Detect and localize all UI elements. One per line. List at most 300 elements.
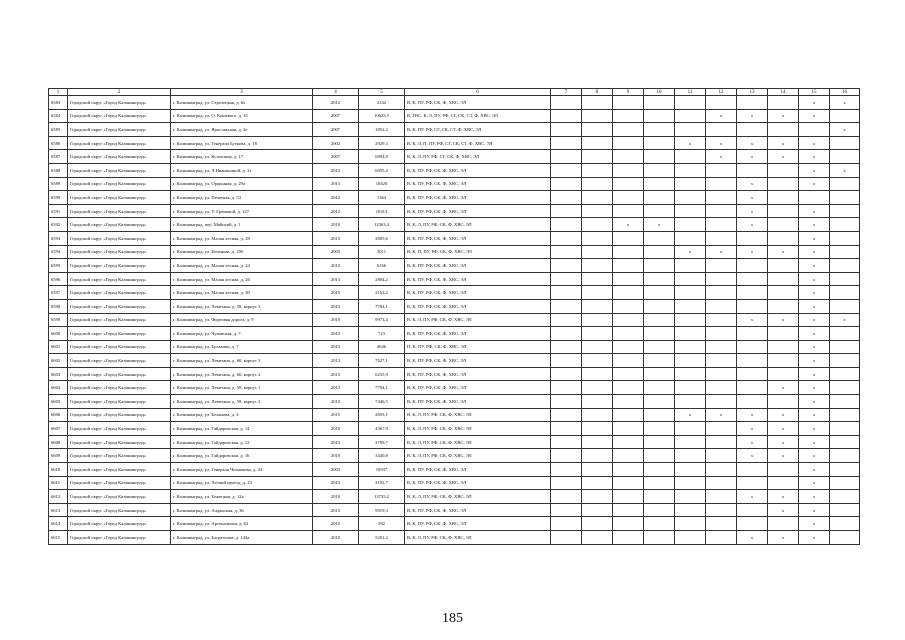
row-number: 6592 <box>49 218 68 232</box>
mark-cell <box>768 272 799 286</box>
mark-cell <box>582 517 613 531</box>
year: 2013 <box>313 272 359 286</box>
header-row <box>49 89 860 96</box>
mark-cell <box>830 150 860 164</box>
mark-cell <box>737 367 768 381</box>
address: г. Калининград, ул. Гайдаровская, д. 14 <box>171 422 313 436</box>
mark-cell <box>644 204 675 218</box>
mark-cell <box>551 327 582 341</box>
year: 2013 <box>313 367 359 381</box>
mark-cell <box>613 354 644 368</box>
mark-cell: x <box>830 123 860 137</box>
row-number: 6610 <box>49 463 68 477</box>
mark-cell <box>706 395 737 409</box>
mark-cell <box>768 191 799 205</box>
municipality: Городской округ «Город Калининград» <box>68 503 171 517</box>
mark-cell: x <box>768 531 799 545</box>
mark-cell <box>830 476 860 490</box>
mark-cell <box>551 408 582 422</box>
mark-cell <box>706 367 737 381</box>
row-number: 6603 <box>49 367 68 381</box>
mark-cell <box>551 517 582 531</box>
address: г. Калининград, ул. Левитана, д. 58, корпус 1 <box>171 381 313 395</box>
mark-cell <box>768 340 799 354</box>
row-number: 6584 <box>49 109 68 123</box>
mark-cell <box>675 231 706 245</box>
mark-cell <box>675 503 706 517</box>
mark-cell: x <box>737 408 768 422</box>
mark-cell <box>582 367 613 381</box>
table-row <box>49 435 860 449</box>
area: 7784,1 <box>359 299 405 313</box>
row-number: 6597 <box>49 286 68 300</box>
municipality: Городской округ «Город Калининград» <box>68 463 171 477</box>
mark-cell <box>675 517 706 531</box>
mark-cell <box>582 313 613 327</box>
mark-cell <box>582 340 613 354</box>
mark-cell <box>706 517 737 531</box>
address: г. Калининград, пер. Майский, д. 1 <box>171 218 313 232</box>
mark-cell: x <box>799 259 830 273</box>
works-list: В, К, Л, ПУ, РФ, СК, Ф, ХВС, ЭЛ <box>405 313 551 327</box>
mark-cell <box>613 313 644 327</box>
row-number: 6594 <box>49 245 68 259</box>
mark-cell <box>768 395 799 409</box>
mark-cell <box>644 354 675 368</box>
mark-cell <box>706 354 737 368</box>
page-number: 185 <box>442 611 463 626</box>
mark-cell <box>675 150 706 164</box>
column-number: 6 <box>405 89 551 96</box>
mark-cell: x <box>799 231 830 245</box>
mark-cell: x <box>799 245 830 259</box>
mark-cell <box>582 245 613 259</box>
municipality: Городской округ «Город Калининград» <box>68 259 171 273</box>
area: 2805,6 <box>359 231 405 245</box>
mark-cell <box>706 490 737 504</box>
area: 3440,8 <box>359 449 405 463</box>
year: 2013 <box>313 354 359 368</box>
municipality: Городской округ «Город Калининград» <box>68 490 171 504</box>
mark-cell <box>737 463 768 477</box>
table-row <box>49 490 860 504</box>
mark-cell <box>644 299 675 313</box>
row-number: 6614 <box>49 517 68 531</box>
municipality: Городской округ «Город Калининград» <box>68 109 171 123</box>
mark-cell <box>644 245 675 259</box>
mark-cell <box>737 517 768 531</box>
address: г. Калининград, ул. Левитана, д. 60, корпус 3 <box>171 354 313 368</box>
municipality: Городской округ «Город Калининград» <box>68 177 171 191</box>
row-number: 6607 <box>49 422 68 436</box>
mark-cell <box>737 272 768 286</box>
works-list: В, К, ПУ, РФ, СК, Ф, ХВС, ЭЛ <box>405 354 551 368</box>
mark-cell <box>644 136 675 150</box>
mark-cell <box>799 191 830 205</box>
year: 2005 <box>313 245 359 259</box>
works-list: В, К, Л, ПУ, РФ, СК, Ф, ХВС, ЭЛ <box>405 435 551 449</box>
area: 9973,4 <box>359 313 405 327</box>
address: г. Калининград, ул. Булавина, д. 7 <box>171 340 313 354</box>
mark-cell <box>644 408 675 422</box>
table-row <box>49 449 860 463</box>
area: 6955,4 <box>359 163 405 177</box>
area: 2162,2 <box>359 286 405 300</box>
mark-cell <box>644 435 675 449</box>
mark-cell <box>768 96 799 110</box>
address: г. Калининград, ул. Летний проезд, д. 23 <box>171 476 313 490</box>
mark-cell <box>675 531 706 545</box>
address: г. Калининград, ул. Ордынная, д. 29а <box>171 177 313 191</box>
mark-cell <box>737 96 768 110</box>
municipality: Городской округ «Город Калининград» <box>68 123 171 137</box>
mark-cell <box>675 395 706 409</box>
area: 7627,1 <box>359 354 405 368</box>
mark-cell <box>582 503 613 517</box>
mark-cell: x <box>706 150 737 164</box>
table-row <box>49 259 860 273</box>
mark-cell: x <box>799 204 830 218</box>
municipality: Городской округ «Город Калининград» <box>68 408 171 422</box>
works-list: В, К, ПУ, РФ, СК, Ф, ХВС, ЭЛ <box>405 204 551 218</box>
municipality: Городской округ «Город Калининград» <box>68 531 171 545</box>
mark-cell <box>613 286 644 300</box>
mark-cell <box>706 313 737 327</box>
mark-cell <box>551 150 582 164</box>
mark-cell: x <box>799 381 830 395</box>
year: 2010 <box>313 313 359 327</box>
mark-cell <box>644 422 675 436</box>
mark-cell <box>613 109 644 123</box>
mark-cell <box>613 191 644 205</box>
mark-cell <box>582 299 613 313</box>
mark-cell <box>675 367 706 381</box>
mark-cell <box>644 123 675 137</box>
column-number: 4 <box>313 89 359 96</box>
mark-cell <box>582 259 613 273</box>
row-number: 6593 <box>49 231 68 245</box>
mark-cell <box>551 531 582 545</box>
year: 2015 <box>313 408 359 422</box>
table-row <box>49 218 860 232</box>
column-number: 14 <box>768 89 799 96</box>
municipality: Городской округ «Город Калининград» <box>68 204 171 218</box>
mark-cell <box>644 150 675 164</box>
mark-cell <box>582 449 613 463</box>
works-list: В, К, ПУ, РФ, СК, Ф, ХВС, ЭЛ <box>405 327 551 341</box>
mark-cell: x <box>799 340 830 354</box>
mark-cell: x <box>737 449 768 463</box>
area: 582 <box>359 517 405 531</box>
mark-cell <box>675 313 706 327</box>
mark-cell <box>737 476 768 490</box>
municipality: Городской округ «Город Калининград» <box>68 422 171 436</box>
mark-cell <box>706 531 737 545</box>
mark-cell <box>675 272 706 286</box>
mark-cell <box>551 422 582 436</box>
column-number: 15 <box>799 89 830 96</box>
mark-cell <box>613 367 644 381</box>
mark-cell: x <box>737 218 768 232</box>
mark-cell <box>613 231 644 245</box>
mark-cell <box>582 96 613 110</box>
mark-cell <box>551 367 582 381</box>
mark-cell: x <box>737 245 768 259</box>
mark-cell <box>551 463 582 477</box>
mark-cell <box>737 123 768 137</box>
mark-cell: x <box>706 245 737 259</box>
mark-cell <box>706 463 737 477</box>
area: 3011 <box>359 245 405 259</box>
area: 2693,1 <box>359 408 405 422</box>
mark-cell <box>830 272 860 286</box>
mark-cell <box>830 204 860 218</box>
mark-cell <box>675 123 706 137</box>
mark-cell <box>830 367 860 381</box>
row-number: 6588 <box>49 163 68 177</box>
mark-cell <box>582 136 613 150</box>
mark-cell <box>830 327 860 341</box>
municipality: Городской округ «Город Калининград» <box>68 299 171 313</box>
row-number: 6596 <box>49 272 68 286</box>
table-row <box>49 231 860 245</box>
mark-cell <box>768 259 799 273</box>
address: г. Калининград, ул. Бежецкая, д. 12а <box>171 490 313 504</box>
municipality: Городской округ «Город Калининград» <box>68 476 171 490</box>
mark-cell <box>706 340 737 354</box>
mark-cell <box>675 463 706 477</box>
mark-cell: x <box>799 490 830 504</box>
mark-cell: x <box>799 163 830 177</box>
year: 2013 <box>313 231 359 245</box>
column-number: 9 <box>613 89 644 96</box>
address: г. Калининград, ул. Арсенальная, д. 62 <box>171 517 313 531</box>
mark-cell <box>737 340 768 354</box>
works-list: В, К, ПУ, РФ, СК, Ф, ХВС, ЭЛ <box>405 476 551 490</box>
table-row <box>49 177 860 191</box>
mark-cell <box>613 340 644 354</box>
mark-cell <box>613 503 644 517</box>
mark-cell: x <box>799 272 830 286</box>
mark-cell <box>613 476 644 490</box>
works-list: В, К, Л, ПУ, РФ, СК, Ф, ХВС, ЭЛ <box>405 490 551 504</box>
column-number: 10 <box>644 89 675 96</box>
mark-cell <box>706 218 737 232</box>
year: 2013 <box>313 177 359 191</box>
mark-cell: x <box>799 449 830 463</box>
row-number: 6587 <box>49 150 68 164</box>
mark-cell: x <box>644 218 675 232</box>
mark-cell: x <box>675 136 706 150</box>
mark-cell <box>830 422 860 436</box>
mark-cell <box>582 123 613 137</box>
municipality: Городской округ «Город Калининград» <box>68 381 171 395</box>
area: 6894,8 <box>359 150 405 164</box>
works-list: В, К, ПУ, РФ, СК, Ф, ХВС, ЭЛ <box>405 503 551 517</box>
mark-cell <box>551 136 582 150</box>
mark-cell: x <box>799 150 830 164</box>
mark-cell: x <box>799 286 830 300</box>
mark-cell <box>830 395 860 409</box>
table-row <box>49 299 860 313</box>
mark-cell <box>551 245 582 259</box>
mark-cell <box>613 96 644 110</box>
table-row <box>49 422 860 436</box>
mark-cell <box>644 381 675 395</box>
mark-cell <box>830 517 860 531</box>
area: 3192,7 <box>359 476 405 490</box>
mark-cell <box>551 286 582 300</box>
mark-cell <box>675 435 706 449</box>
mark-cell <box>644 531 675 545</box>
mark-cell <box>768 354 799 368</box>
mark-cell <box>582 204 613 218</box>
mark-cell: x <box>799 531 830 545</box>
mark-cell <box>675 449 706 463</box>
mark-cell <box>768 177 799 191</box>
mark-cell <box>830 449 860 463</box>
mark-cell <box>644 286 675 300</box>
mark-cell <box>613 381 644 395</box>
mark-cell: x <box>737 422 768 436</box>
table-row <box>49 150 860 164</box>
address: г. Калининград, ул. Левитана, д. 60, корпус 2 <box>171 367 313 381</box>
mark-cell <box>830 408 860 422</box>
address: г. Калининград, ул. У. Громовой, д. 127 <box>171 204 313 218</box>
mark-cell <box>830 490 860 504</box>
area: 2142 <box>359 96 405 110</box>
address: г. Калининград, ул. Гайдаровская, д. 16 <box>171 449 313 463</box>
mark-cell <box>768 123 799 137</box>
mark-cell <box>644 313 675 327</box>
mark-cell: x <box>768 449 799 463</box>
mark-cell <box>675 286 706 300</box>
mark-cell <box>768 367 799 381</box>
mark-cell <box>675 191 706 205</box>
area: 6235,9 <box>359 367 405 381</box>
row-number: 6612 <box>49 490 68 504</box>
mark-cell <box>613 299 644 313</box>
mark-cell <box>613 245 644 259</box>
table-row <box>49 340 860 354</box>
mark-cell <box>706 327 737 341</box>
municipality: Городской округ «Город Калининград» <box>68 96 171 110</box>
table-row <box>49 123 860 137</box>
address: г. Калининград, ул. Чуковская, д. 7 <box>171 327 313 341</box>
year: 2015 <box>313 517 359 531</box>
table-row <box>49 204 860 218</box>
column-number: 16 <box>830 89 860 96</box>
table-row <box>49 272 860 286</box>
year: 2013 <box>313 327 359 341</box>
table-row <box>49 503 860 517</box>
row-number: 6599 <box>49 313 68 327</box>
mark-cell <box>582 163 613 177</box>
mark-cell <box>830 218 860 232</box>
mark-cell: x <box>799 476 830 490</box>
mark-cell <box>768 463 799 477</box>
table-row <box>49 367 860 381</box>
mark-cell: x <box>737 191 768 205</box>
mark-cell <box>675 490 706 504</box>
mark-cell <box>644 517 675 531</box>
mark-cell: x <box>830 163 860 177</box>
mark-cell <box>706 96 737 110</box>
area: 2929,3 <box>359 136 405 150</box>
mark-cell <box>644 449 675 463</box>
municipality: Городской округ «Город Калининград» <box>68 245 171 259</box>
row-number: 6613 <box>49 503 68 517</box>
table-row <box>49 517 860 531</box>
mark-cell: x <box>706 109 737 123</box>
mark-cell <box>551 218 582 232</box>
mark-cell <box>830 259 860 273</box>
row-number: 6583 <box>49 96 68 110</box>
row-number: 6601 <box>49 340 68 354</box>
mark-cell <box>737 231 768 245</box>
mark-cell <box>613 272 644 286</box>
row-number: 6611 <box>49 476 68 490</box>
municipality: Городской округ «Город Калининград» <box>68 313 171 327</box>
mark-cell <box>582 150 613 164</box>
mark-cell <box>582 422 613 436</box>
mark-cell <box>768 231 799 245</box>
mark-cell <box>582 395 613 409</box>
mark-cell <box>613 204 644 218</box>
mark-cell <box>675 259 706 273</box>
mark-cell <box>675 299 706 313</box>
municipality: Городской округ «Город Калининград» <box>68 435 171 449</box>
mark-cell: x <box>799 177 830 191</box>
mark-cell <box>706 299 737 313</box>
mark-cell <box>830 231 860 245</box>
table-row <box>49 136 860 150</box>
mark-cell <box>551 163 582 177</box>
mark-cell <box>582 272 613 286</box>
mark-cell <box>830 286 860 300</box>
area: 6166 <box>359 259 405 273</box>
mark-cell <box>551 503 582 517</box>
table-row <box>49 163 860 177</box>
column-number: 2 <box>68 89 171 96</box>
works-list: В, К, ПУ, РФ, СК, Ф, ХВС, ЭЛ <box>405 367 551 381</box>
municipality: Городской округ «Город Калининград» <box>68 163 171 177</box>
mark-cell <box>582 381 613 395</box>
mark-cell <box>675 381 706 395</box>
mark-cell: x <box>799 96 830 110</box>
mark-cell <box>675 177 706 191</box>
works-list: В, ГВС, К, Л, ПУ, РФ, СГ, СК, СТ, Ф, ХВС, ЭЛ <box>405 109 551 123</box>
year: 2013 <box>313 476 359 490</box>
mark-cell <box>830 354 860 368</box>
area: 1852,2 <box>359 123 405 137</box>
address: г. Калининград, ул. Беланова, д. 4 <box>171 408 313 422</box>
mark-cell <box>582 327 613 341</box>
column-number: 12 <box>706 89 737 96</box>
address: г. Калининград, ул. Ярославская, д. 2е <box>171 123 313 137</box>
works-list: В, К, ПУ, РФ, СК, Ф, ХВС, ЭЛ <box>405 381 551 395</box>
year: 2010 <box>313 531 359 545</box>
mark-cell: x <box>799 136 830 150</box>
mark-cell <box>582 191 613 205</box>
address: г. Калининград, ул. Фортовая дорога, д. 9 <box>171 313 313 327</box>
mark-cell: x <box>613 218 644 232</box>
municipality: Городской округ «Город Калининград» <box>68 191 171 205</box>
area: 10623,5 <box>359 109 405 123</box>
mark-cell <box>644 476 675 490</box>
row-number: 6615 <box>49 531 68 545</box>
area: 3789,7 <box>359 435 405 449</box>
